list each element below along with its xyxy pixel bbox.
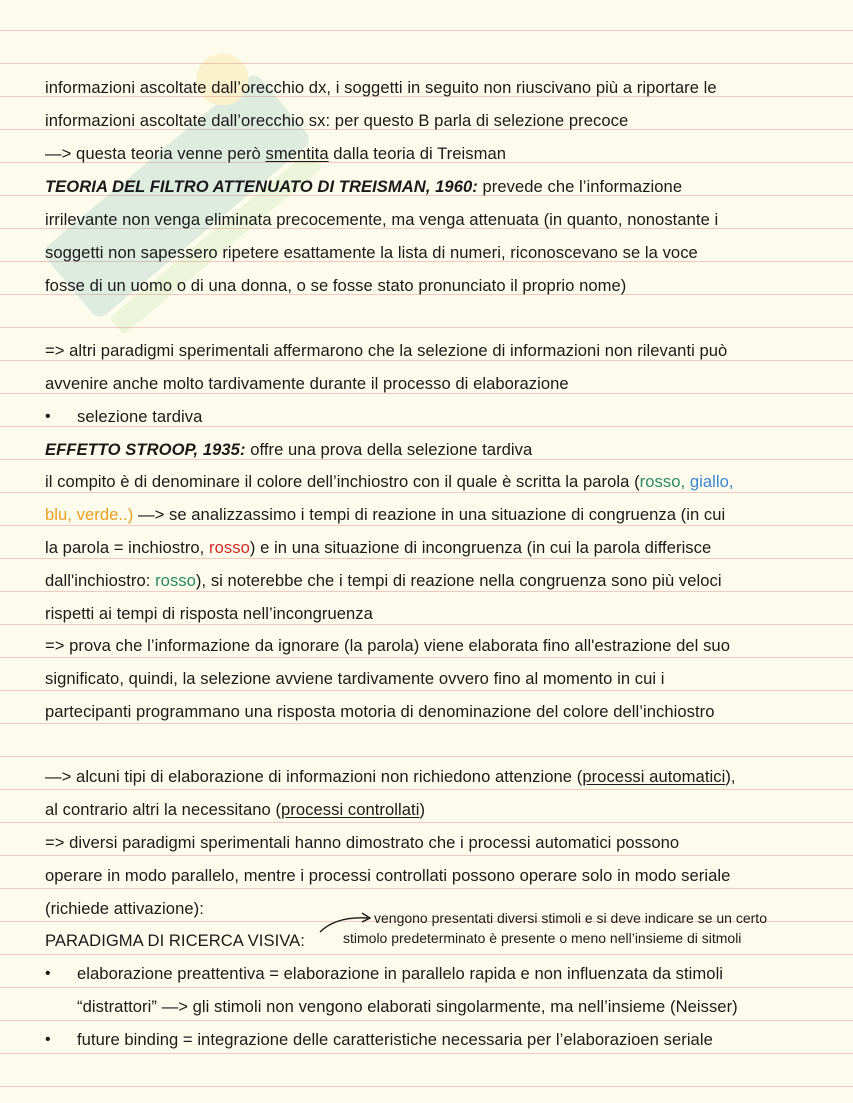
text-line-13: blu, verde..) —> se analizzassimo i tempi di reazione in una situazione di congruenza (in cui — [45, 505, 726, 524]
text-line-6: soggetti non sapessero ripetere esattamente la lista di numeri, riconoscevano se la voce — [45, 243, 698, 262]
text-line-21: al contrario altri la necessitano (processi controllati) — [45, 800, 426, 819]
text-line-18: significato, quindi, la selezione avviene tardivamente ovvero fino al momento in cui i — [45, 669, 665, 688]
bullet-text-preattentiva: elaborazione preattentiva = elaborazione in parallelo rapida e non influenzata da stimoli — [77, 964, 724, 983]
color-word-orange: blu, verde..) — [45, 505, 134, 524]
bullet-3: • — [45, 1031, 51, 1048]
bullet-2: • — [45, 965, 51, 982]
treisman-heading: TEORIA DEL FILTRO ATTENUATO DI TREISMAN, 1960 — [45, 177, 473, 196]
text-line-22: => diversi paradigmi sperimentali hanno dimostrato che i processi automatici possono — [45, 833, 680, 852]
text-line-14: la parola = inchiostro, rosso) e in una situazione di incongruenza (in cui la parola differisce — [45, 538, 712, 557]
bullet-text-future-binding: future binding = integrazione delle caratteristiche necessaria per l’elaborazioen seriale — [77, 1030, 713, 1049]
text-line-1: informazioni ascoltate dall’orecchio dx, i soggetti in seguito non riuscivano più a riportare le — [45, 78, 717, 97]
underlined-processi-controllati: processi controllati — [281, 800, 420, 819]
text-line-7: fosse di un uomo o di una donna, o se fosse stato pronunciato il proprio nome) — [45, 276, 627, 295]
underlined-processi-automatici: processi automatici — [582, 767, 726, 786]
text-line-5: irrilevante non venga eliminata precocemente, ma venga attenuata (in quanto, nonostante i — [45, 210, 719, 229]
color-word-red: rosso — [209, 538, 250, 557]
text-line-8: => altri paradigmi sperimentali affermarono che la selezione di informazioni non rilevanti può — [45, 341, 728, 360]
text-line-16: rispetti ai tempi di risposta nell’incongruenza — [45, 604, 373, 623]
side-note-line-1: vengono presentati diversi stimoli e si deve indicare se un certo — [374, 910, 767, 926]
color-word-blue: giallo, — [685, 472, 734, 491]
bullet-text-preattentiva-cont: “distrattori” —> gli stimoli non vengono elaborati singolarmente, ma nell’insieme (Neisser) — [77, 997, 738, 1016]
bullet-text-selezione-tardiva: selezione tardiva — [77, 407, 203, 426]
text-line-17: => prova che l’informazione da ignorare (la parola) viene elaborata fino all'estrazione del suo — [45, 636, 730, 655]
color-word-green-2: rosso — [155, 571, 196, 590]
text-line-23: operare in modo parallelo, mentre i processi controllati possono operare solo in modo seriale — [45, 866, 731, 885]
underlined-smentita: smentita — [265, 144, 329, 163]
text-line-9: avvenire anche molto tardivamente durante il processo di elaborazione — [45, 374, 569, 393]
bullet-1: • — [45, 408, 51, 425]
color-word-green: rosso, — [639, 472, 686, 491]
text-line-12: il compito è di denominare il colore dell’inchiostro con il quale è scritta la parola (rosso, giallo, — [45, 472, 734, 491]
text-line-15: dall'inchiostro: rosso), si noterebbe che i tempi di reazione nella congruenza sono più veloci — [45, 571, 722, 590]
text-line-3: —> questa teoria venne però smentita dalla teoria di Treisman — [45, 144, 507, 163]
text-line-2: informazioni ascoltate dall’orecchio sx: per questo B parla di selezione precoce — [45, 111, 629, 130]
text-line-20: —> alcuni tipi di elaborazione di informazioni non richiedono attenzione (processi automatici), — [45, 767, 736, 786]
stroop-heading-line: EFFETTO STROOP, 1935: offre una prova della selezione tardiva — [45, 440, 533, 459]
text-line-19: partecipanti programmano una risposta motoria di denominazione del colore dell’inchiostro — [45, 702, 715, 721]
side-note-line-2: stimolo predeterminato è presente o meno nell’insieme di sitmoli — [343, 930, 742, 946]
text-line-24: (richiede attivazione): — [45, 899, 204, 918]
ricerca-visiva-heading: PARADIGMA DI RICERCA VISIVA: — [45, 931, 305, 950]
treisman-heading-line: TEORIA DEL FILTRO ATTENUATO DI TREISMAN, 1960: prevede che l’informazione — [45, 177, 683, 196]
stroop-heading: EFFETTO STROOP, 1935 — [45, 440, 240, 459]
